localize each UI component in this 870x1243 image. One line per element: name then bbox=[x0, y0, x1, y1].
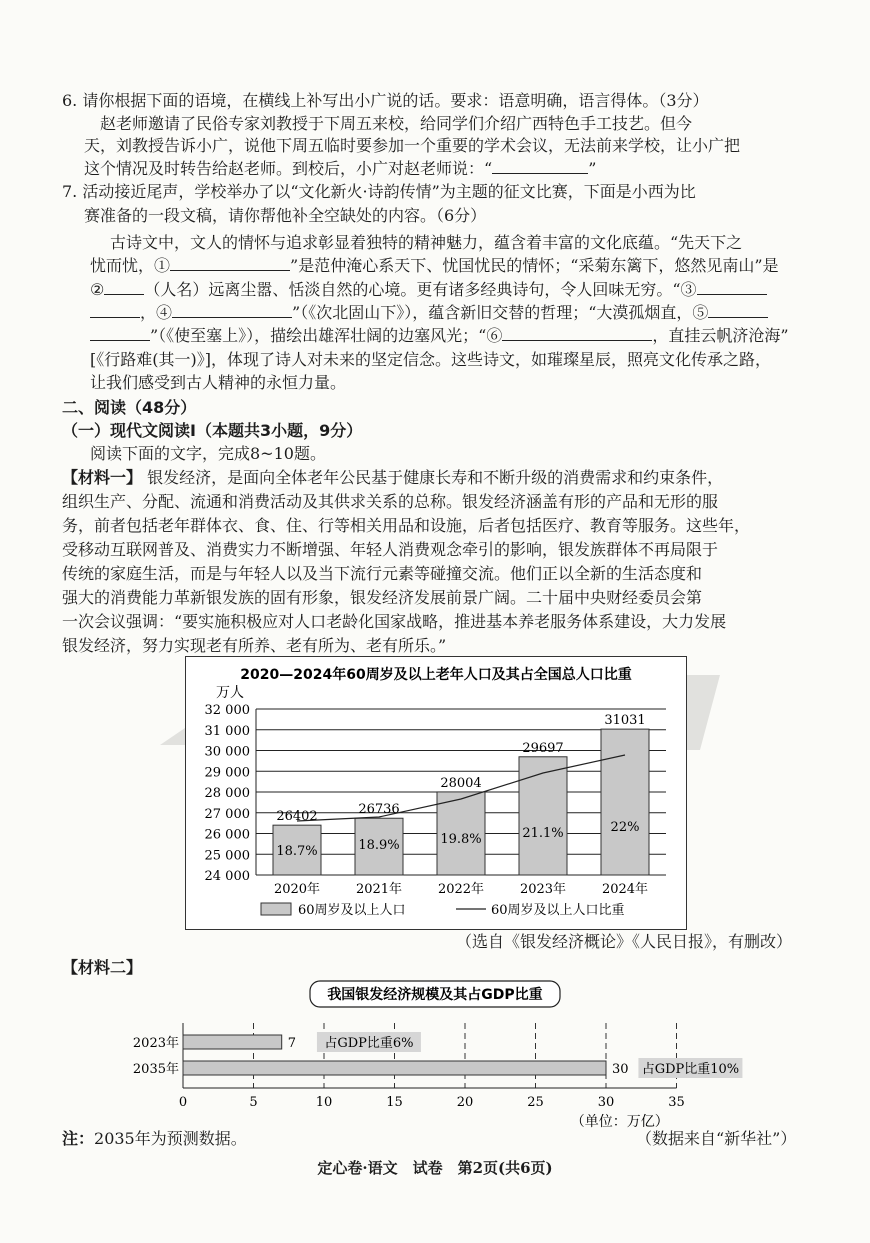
x-tick-label: 2020年 bbox=[273, 882, 321, 897]
material1-line6: 强大的消费能力革新银发族的固有形象，银发经济发展前景广阔。二十届中央财经委员会第 bbox=[62, 588, 703, 607]
blank-2[interactable] bbox=[104, 279, 144, 295]
material1-line4: 受移动互联网普及、消费实力不断增强、年轻人消费观念牵引的影响，银发族群体不再局限于 bbox=[62, 540, 719, 559]
bar-value-label: 29697 bbox=[522, 740, 564, 756]
y-tick-label: 27 000 bbox=[204, 806, 250, 822]
gdp-share-label: 占GDP比重6% bbox=[324, 1036, 414, 1051]
y-tick-label: 30 000 bbox=[204, 744, 250, 760]
y-tick-label: 25 000 bbox=[204, 848, 250, 864]
bar bbox=[601, 729, 649, 875]
x-tick-label: 2023年 bbox=[519, 882, 567, 897]
legend-line-label: 60周岁及以上人口比重 bbox=[491, 903, 625, 918]
material2-source: （数据来自“新华社”） bbox=[636, 1129, 797, 1148]
gdp-chart-svg bbox=[110, 978, 790, 1130]
material1-line2: 组织生产、分配、流通和消费活动及其供求关系的总称。银发经济涵盖有形的产品和无形的服 bbox=[62, 492, 719, 511]
x-tick-label: 0 bbox=[178, 1095, 188, 1110]
y-tick-label: 26 000 bbox=[204, 827, 250, 843]
y-tick-label: 32 000 bbox=[204, 703, 250, 718]
bar-value-label: 26402 bbox=[276, 809, 318, 825]
y-axis-label: 万人 bbox=[216, 685, 244, 701]
section2-title: 二、阅读（48分） bbox=[62, 398, 197, 417]
x-tick-label: 5 bbox=[249, 1095, 258, 1110]
legend-bar-label: 60周岁及以上人口 bbox=[298, 903, 406, 918]
blank-5[interactable] bbox=[708, 302, 768, 318]
unit-label: （单位：万亿） bbox=[570, 1114, 669, 1130]
blank-6[interactable] bbox=[502, 325, 652, 341]
q7-p6: [《行路难(其一)》]，体现了诗人对未来的坚定信念。这些诗文，如璀璨星辰，照亮文化传承之路， bbox=[90, 350, 771, 369]
x-tick-label: 30 bbox=[597, 1095, 615, 1110]
blank-3[interactable] bbox=[697, 279, 767, 295]
section2-instr: 阅读下面的文字，完成8~10题。 bbox=[90, 444, 326, 463]
material1-label: 【材料一】 bbox=[62, 468, 143, 487]
material1-line1: 【材料一】 银发经济，是面向全体老年公民基于健康长寿和不断升级的消费需求和约束条件， bbox=[62, 468, 724, 487]
q6-line4: 这个情况及时转告给赵老师。到校后，小广对赵老师说：“ ” bbox=[84, 159, 597, 178]
bar-value-label: 26736 bbox=[358, 802, 400, 818]
bar-value-label: 28004 bbox=[440, 775, 482, 791]
material2-note: 注：2035年为预测数据。 bbox=[62, 1129, 247, 1148]
bar bbox=[519, 757, 567, 875]
ratio-label: 18.9% bbox=[358, 838, 400, 853]
blank-1[interactable] bbox=[170, 255, 290, 271]
ratio-label: 22% bbox=[610, 820, 640, 835]
q7-p2: 忧而忧，① ”是范仲淹心系天下、忧国忧民的情怀；“采菊东篱下，悠然见南山”是 bbox=[90, 256, 779, 275]
bar bbox=[183, 1061, 606, 1075]
y-tick-label: 24 000 bbox=[204, 869, 250, 884]
chart-title: 2020—2024年60周岁及以上老年人口及其占全国总人口比重 bbox=[240, 667, 632, 683]
bar bbox=[183, 1035, 282, 1049]
q6-line3: 天，刘教授告诉小广，说他下周五临时要参加一个重要的学术会议，无法前来学校，让小广把 bbox=[84, 136, 741, 155]
legend-bar-swatch bbox=[261, 903, 291, 915]
gdp-share-label: 占GDP比重10% bbox=[641, 1062, 740, 1077]
q6-line2: 赵老师邀请了民俗专家刘教授于下周五来校，给同学们介绍广西特色手工技艺。但今 bbox=[100, 114, 693, 133]
x-tick-label: 15 bbox=[386, 1095, 403, 1110]
q7-p3: ② （人名）远离尘嚣、恬淡自然的心境。更有诸多经典诗句，令人回味无穷。“③ bbox=[90, 279, 767, 301]
x-tick-label: 2022年 bbox=[437, 882, 485, 897]
bar-value-label: 31031 bbox=[604, 713, 646, 729]
bar-value-label: 7 bbox=[287, 1036, 296, 1051]
x-tick-label: 25 bbox=[527, 1095, 544, 1110]
ratio-label: 19.8% bbox=[440, 832, 482, 847]
ratio-label: 21.1% bbox=[522, 826, 564, 841]
population-chart-svg bbox=[186, 657, 686, 929]
page-footer: 定心卷·语文 试卷 第2页(共6页) bbox=[317, 1159, 553, 1177]
material2-label: 【材料二】 bbox=[62, 958, 143, 977]
gdp-chart-title: 我国银发经济规模及其占GDP比重 bbox=[327, 987, 543, 1003]
q7-p4: ，④ ”（《次北固山下》），蕴含新旧交替的哲理；“大漠孤烟直，⑤ bbox=[90, 302, 768, 324]
material1-line8: 银发经济，努力实现老有所养、老有所为、老有所乐。” bbox=[62, 636, 447, 655]
category-label: 2035年 bbox=[132, 1062, 179, 1077]
ratio-label: 18.7% bbox=[276, 844, 318, 859]
population-chart bbox=[185, 656, 687, 930]
x-tick-label: 2021年 bbox=[355, 882, 403, 897]
q7-line1: 7. 活动接近尾声，学校举办了以“文化新火·诗韵传情”为主题的征文比赛，下面是小西为比 bbox=[62, 182, 696, 201]
x-tick-label: 35 bbox=[668, 1095, 685, 1110]
material1-line3: 务，前者包括老年群体衣、食、住、行等相关用品和设施，后者包括医疗、教育等服务。这些年， bbox=[62, 516, 751, 535]
q6-line1: 6. 请你根据下面的语境，在横线上补写出小广说的话。要求：语意明确，语言得体。（3分） bbox=[62, 91, 709, 110]
material1-line5: 传统的家庭生活，而是与年轻人以及当下流行元素等碰撞交流。他们正以全新的生活态度和 bbox=[62, 564, 703, 583]
x-tick-label: 10 bbox=[315, 1095, 333, 1110]
x-tick-label: 20 bbox=[456, 1095, 474, 1110]
q7-p5: ”（《使至塞上》），描绘出雄浑壮阔的边塞风光；“⑥ ，直挂云帆济沧海” bbox=[90, 325, 789, 347]
q7-p1: 古诗文中，文人的情怀与追求彰显着独特的精神魅力，蕴含着丰富的文化底蕴。“先天下之 bbox=[110, 233, 743, 252]
y-tick-label: 29 000 bbox=[204, 765, 250, 781]
section2-sub: （一）现代文阅读Ⅰ（本题共3小题，9分） bbox=[62, 421, 363, 440]
x-tick-label: 2024年 bbox=[601, 882, 649, 897]
y-tick-label: 28 000 bbox=[204, 786, 250, 801]
q7-p7: 让我们感受到古人精神的永恒力量。 bbox=[90, 373, 347, 392]
material1-source: （选自《银发经济概论》《人民日报》，有删改） bbox=[456, 932, 793, 951]
material1-line7: 一次会议强调：“要实施积极应对人口老龄化国家战略，推进基本养老服务体系建设，大力发展 bbox=[62, 612, 727, 631]
answer-blank[interactable] bbox=[492, 158, 588, 174]
bar-value-label: 30 bbox=[612, 1062, 629, 1077]
blank-5b[interactable] bbox=[90, 325, 150, 341]
y-tick-label: 31 000 bbox=[204, 723, 250, 739]
blank-4[interactable] bbox=[172, 302, 292, 318]
q7-line2: 赛准备的一段文稿，请你帮他补全空缺处的内容。（6分） bbox=[84, 206, 487, 225]
blank-3b[interactable] bbox=[90, 302, 140, 318]
category-label: 2023年 bbox=[132, 1036, 179, 1051]
